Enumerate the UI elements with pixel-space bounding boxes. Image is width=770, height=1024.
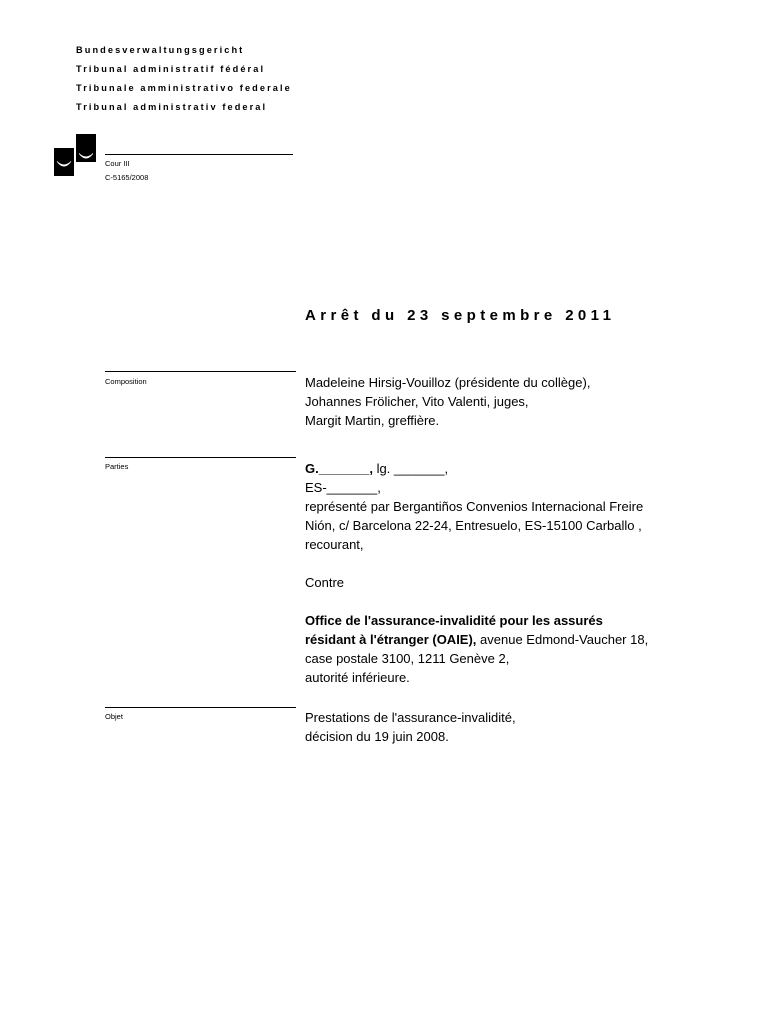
- parties-divider: [105, 457, 296, 458]
- header-divider: [105, 154, 293, 155]
- objet-text: [305, 708, 516, 746]
- court-name-fr: Tribunal administratif fédéral: [76, 64, 266, 74]
- composition-line: Johannes Frölicher, Vito Valenti, juges,: [305, 394, 529, 409]
- composition-label: Composition: [105, 377, 147, 386]
- composition-text: [305, 373, 590, 430]
- respondent-name-line-2: [305, 630, 648, 649]
- appellant-line: représenté par Bergantiños Convenios Internacional Freire: [305, 499, 644, 514]
- respondent-line: case postale 3100, 1211 Genève 2,: [305, 651, 510, 666]
- composition-divider: [105, 371, 296, 372]
- court-section: Cour III: [105, 159, 130, 168]
- appellant-name-line: [305, 459, 648, 478]
- parties-label: Parties: [105, 462, 129, 471]
- objet-divider: [105, 707, 296, 708]
- page-title: Arrêt du 23 septembre 2011: [305, 307, 616, 324]
- respondent-line: autorité inférieure.: [305, 670, 410, 685]
- composition-line: Madeleine Hirsig-Vouilloz (présidente du collège),: [305, 375, 591, 390]
- court-name-rm: Tribunal administrativ federal: [76, 102, 268, 112]
- appellant-line: recourant,: [305, 537, 364, 552]
- appellant-line: ES-_______,: [305, 480, 381, 495]
- court-name-de: Bundesverwaltungsgericht: [76, 45, 245, 55]
- court-logo-icon: [54, 134, 96, 178]
- appellant-line: Nión, c/ Barcelona 22-24, Entresuelo, ES-15100 Carballo ,: [305, 518, 642, 533]
- objet-line: décision du 19 juin 2008.: [305, 729, 449, 744]
- appellant-name: G._______,: [305, 461, 373, 476]
- appellant-name-rest: lg. _______,: [372, 461, 449, 476]
- composition-line: Margit Martin, greffière.: [305, 413, 440, 428]
- objet-label: Objet: [105, 712, 123, 721]
- respondent-name-line: Office de l'assurance-invalidité pour les assurés: [305, 613, 603, 628]
- blank-line: [305, 554, 648, 573]
- objet-line: Prestations de l'assurance-invalidité,: [305, 710, 516, 725]
- court-names: [76, 41, 292, 117]
- respondent-name-part: résidant à l'étranger (OAIE),: [305, 632, 477, 647]
- versus-text: Contre: [305, 575, 345, 590]
- respondent-address-part: avenue Edmond-Vaucher 18,: [476, 632, 649, 647]
- blank-line: [305, 592, 648, 611]
- case-number: C-5165/2008: [105, 173, 149, 182]
- parties-text: [305, 459, 648, 687]
- court-name-it: Tribunale amministrativo federale: [76, 83, 292, 93]
